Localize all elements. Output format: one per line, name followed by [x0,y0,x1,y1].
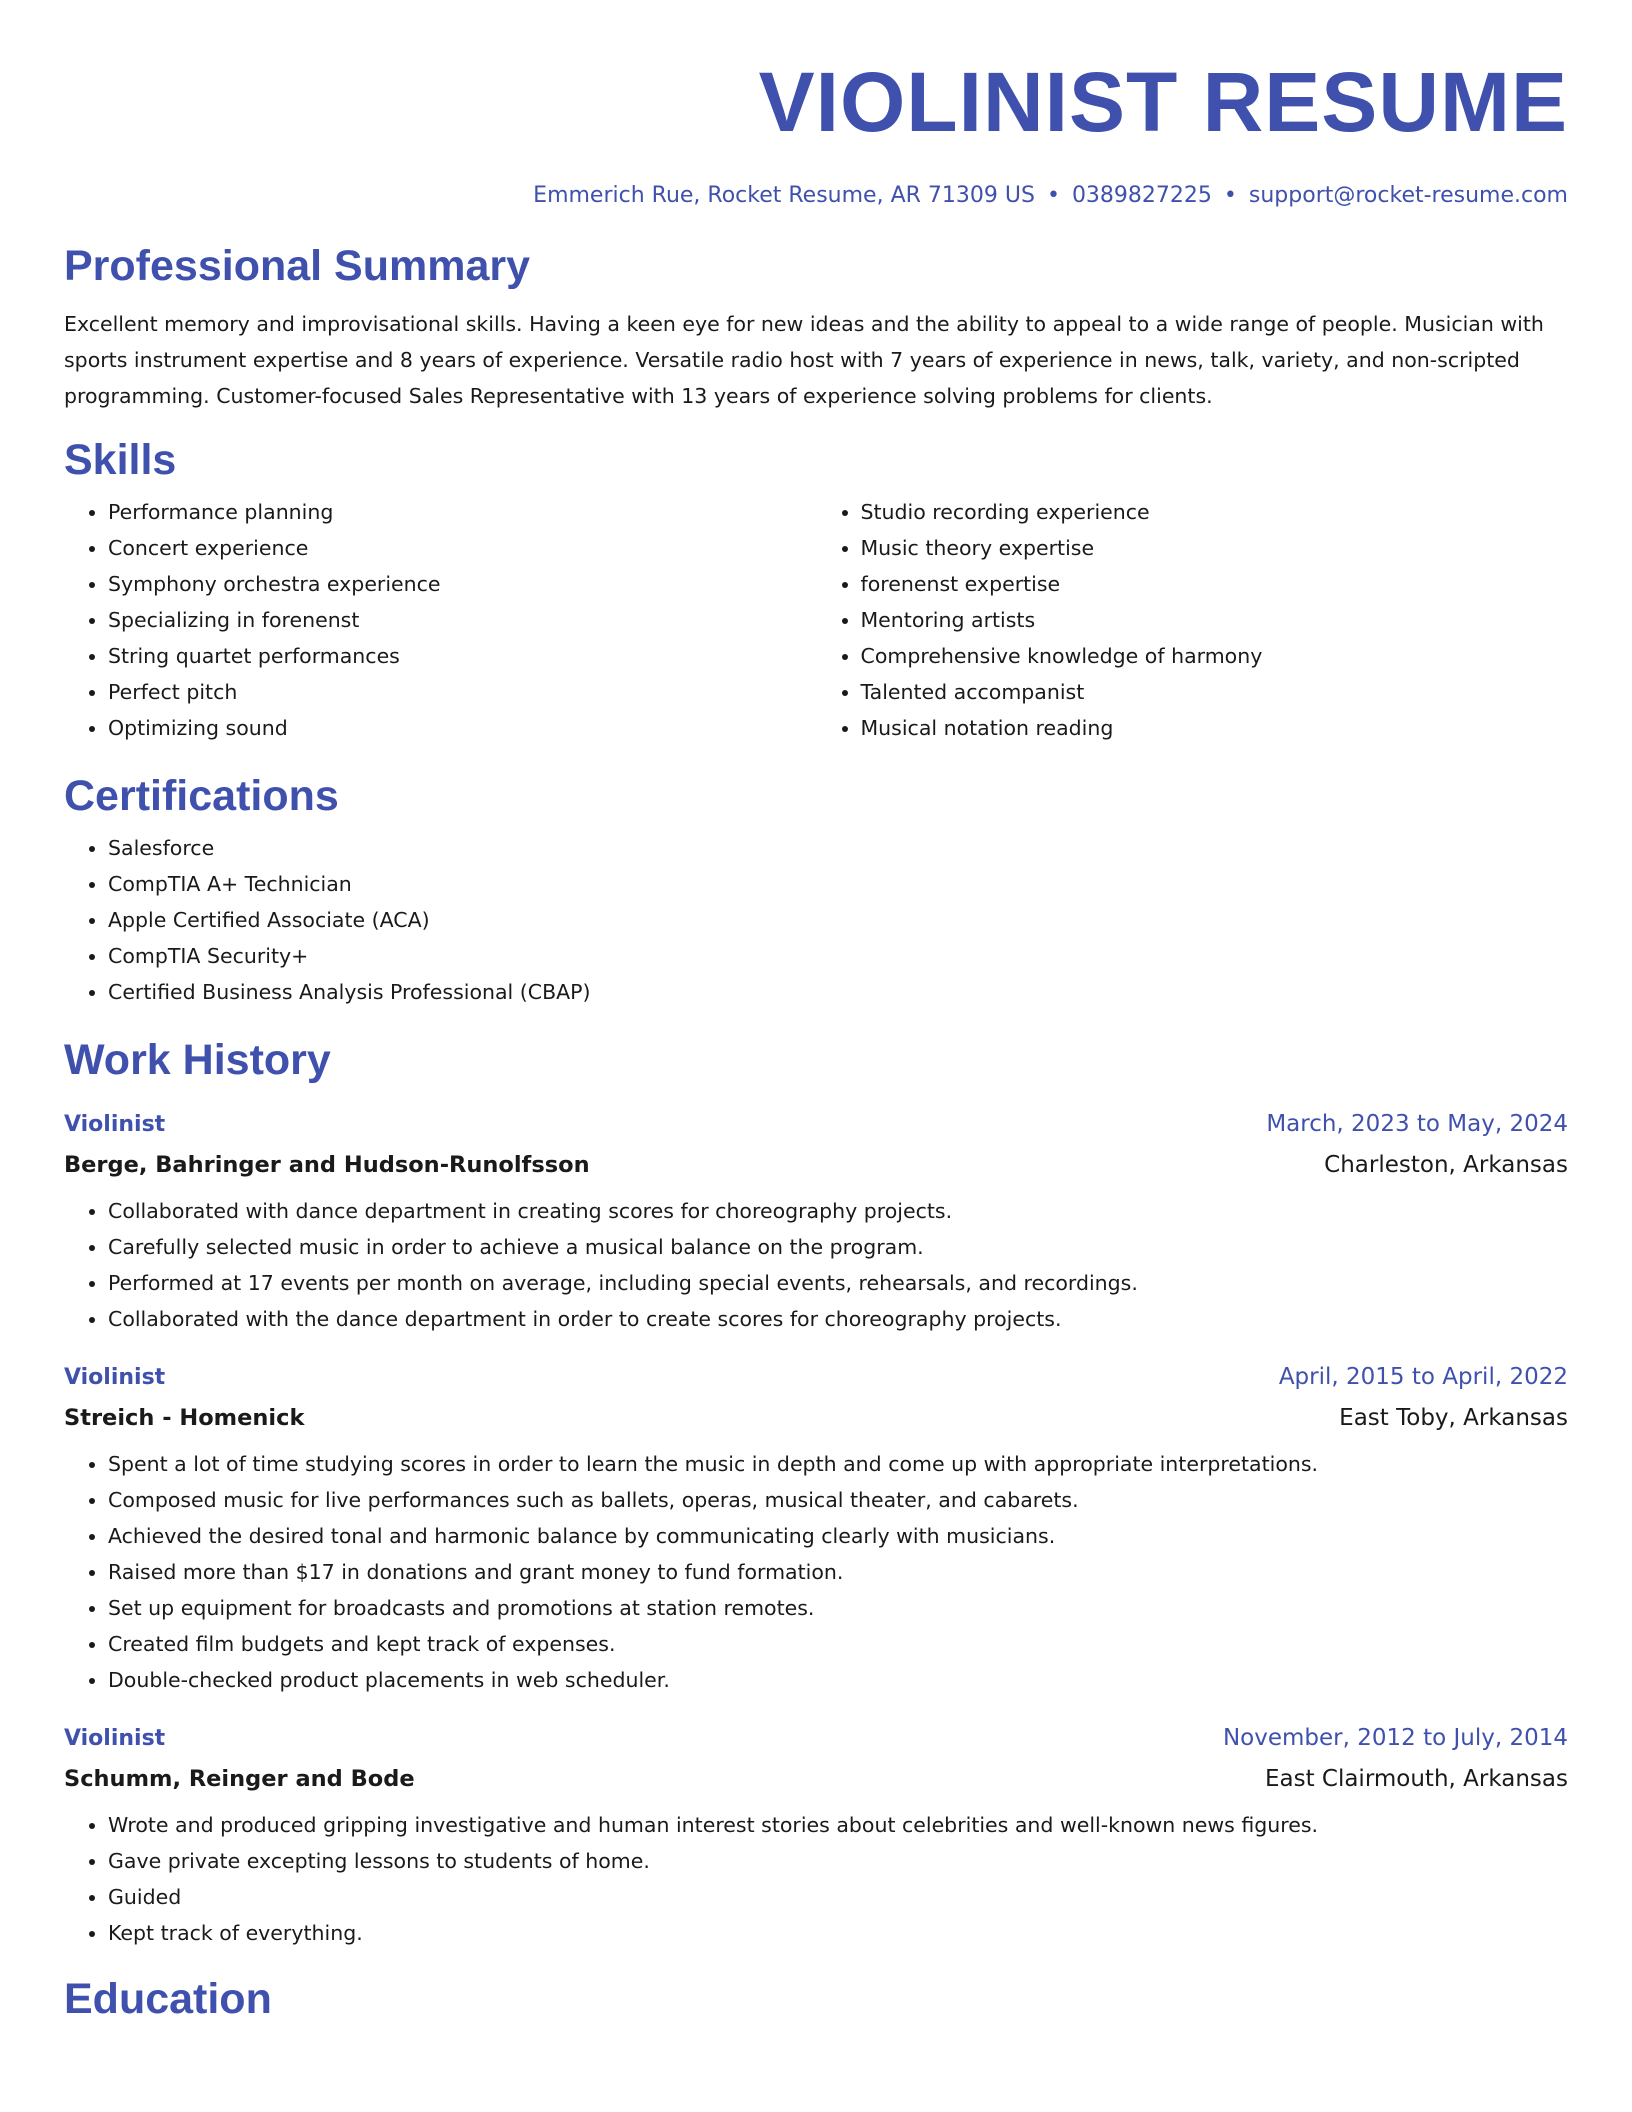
job-location: East Clairmouth, Arkansas [1264,1766,1568,1792]
resume-page [64,50,1568,2025]
contact-line [64,180,1568,212]
certifications-list [64,830,1568,1010]
job-bullet: • Created film budgets and kept track of expenses. [108,1626,1568,1662]
skill-item: • forenenst expertise [861,566,1569,602]
job-bullet: • Set up equipment for broadcasts and promotions at station remotes. [108,1590,1568,1626]
certification-item: • Certified Business Analysis Professional (CBAP) [108,974,1568,1010]
job-bullets [64,1807,1568,1951]
certification-item: • CompTIA Security+ [108,938,1568,974]
summary-text: Excellent memory and improvisational skills. Having a keen eye for new ideas and the ability to appeal to a wide range of people. Musician with sports instrument expertise and 8 years of experience. Versatile radio host with 7 years of experience in news, talk, variety, and non-scripted programming. Customer-focused Sales Representative with 13 years of experience solving problems for clients. [64,312,1544,408]
contact-phone: 0389827225 [1071,183,1212,208]
certification-item: • Salesforce [108,830,1568,866]
section-heading-education: Education [64,1975,272,2023]
job-bullet: • Carefully selected music in order to achieve a musical balance on the program. [108,1229,1568,1265]
certification-item: • Apple Certified Associate (ACA) [108,902,1568,938]
job-dates: April, 2015 to April, 2022 [1278,1364,1568,1390]
section-heading-summary: Professional Summary [64,242,531,290]
job-company: Berge, Bahringer and Hudson-Runolfsson [64,1152,590,1178]
job-subheader [64,1145,1568,1185]
contact-separator: • [1046,183,1060,208]
job-location: Charleston, Arkansas [1324,1152,1568,1178]
section-heading-certifications: Certifications [64,772,339,820]
job-dates: March, 2023 to May, 2024 [1266,1111,1568,1137]
job-bullet: • Spent a lot of time studying scores in order to learn the music in depth and come up with appropriate interpretations. [108,1446,1568,1482]
job-company: Streich - Homenick [64,1405,305,1431]
job-company: Schumm, Reinger and Bode [64,1766,415,1792]
job-bullet: • Collaborated with the dance department in order to create scores for choreography projects. [108,1301,1568,1337]
skill-item: • Perfect pitch [108,674,816,710]
skill-item: • Optimizing sound [108,710,816,746]
skills-column-right [816,494,1569,746]
skill-item: • Symphony orchestra experience [108,566,816,602]
job-location: East Toby, Arkansas [1339,1405,1568,1431]
job-bullet: • Wrote and produced gripping investigative and human interest stories about celebrities and well-known news figures. [108,1807,1568,1843]
job-bullets [64,1193,1568,1337]
job-title: Violinist [64,1112,166,1137]
skill-item: • Studio recording experience [861,494,1569,530]
job-entry [64,1718,1568,1951]
skill-item: • String quartet performances [108,638,816,674]
job-bullet: • Achieved the desired tonal and harmonic balance by communicating clearly with musicians. [108,1518,1568,1554]
skill-item: • Concert experience [108,530,816,566]
skill-item: • Musical notation reading [861,710,1569,746]
section-heading-skills: Skills [64,436,177,484]
job-bullet: • Double-checked product placements in web scheduler. [108,1662,1568,1698]
certification-item: • CompTIA A+ Technician [108,866,1568,902]
job-header [64,1718,1568,1759]
skill-item: • Specializing in forenenst [108,602,816,638]
contact-email[interactable]: support@rocket-resume.com [1248,183,1568,208]
job-subheader [64,1398,1568,1438]
contact-address: Emmerich Rue, Rocket Resume, AR 71309 US [533,183,1035,208]
skill-item: • Performance planning [108,494,816,530]
skill-item: • Talented accompanist [861,674,1569,710]
skills-column-left [64,494,816,746]
skills-list [64,486,1568,746]
job-bullet: • Composed music for live performances such as ballets, operas, musical theater, and cabarets. [108,1482,1568,1518]
job-title: Violinist [64,1726,166,1751]
job-entry [64,1104,1568,1337]
job-header [64,1357,1568,1398]
job-bullet: • Guided [108,1879,1568,1915]
resume-title: VIOLINIST RESUME [758,55,1568,149]
job-bullet: • Collaborated with dance department in creating scores for choreography projects. [108,1193,1568,1229]
job-bullet: • Gave private excepting lessons to students of home. [108,1843,1568,1879]
job-header [64,1104,1568,1145]
job-entry [64,1357,1568,1698]
job-bullet: • Performed at 17 events per month on average, including special events, rehearsals, and recordings. [108,1265,1568,1301]
job-bullets [64,1446,1568,1698]
section-heading-work-history: Work History [64,1036,331,1084]
contact-separator: • [1223,183,1237,208]
job-subheader [64,1759,1568,1799]
skill-item: • Music theory expertise [861,530,1569,566]
job-bullet: • Raised more than $17 in donations and grant money to fund formation. [108,1554,1568,1590]
skill-item: • Comprehensive knowledge of harmony [861,638,1569,674]
job-bullet: • Kept track of everything. [108,1915,1568,1951]
job-dates: November, 2012 to July, 2014 [1222,1725,1568,1751]
job-title: Violinist [64,1365,166,1390]
skill-item: • Mentoring artists [861,602,1569,638]
